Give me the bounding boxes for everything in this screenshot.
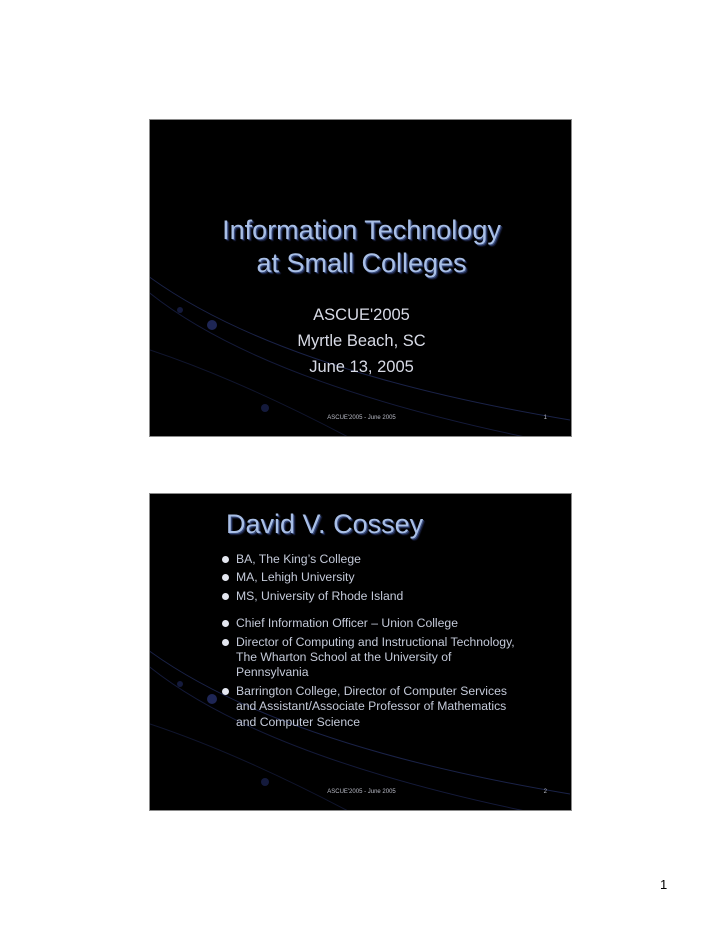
- slide-footer: ASCUE'2005 - June 2005: [327, 789, 396, 795]
- title-line-1: Information Technology: [222, 215, 501, 245]
- subtitle-line: June 13, 2005: [309, 358, 414, 376]
- list-item: [222, 684, 522, 730]
- bullet-dot-icon: [222, 593, 229, 600]
- bullet-dot-icon: [222, 556, 229, 563]
- slide-1-subtitle: [150, 302, 572, 380]
- list-item-text: BA, The King’s College: [236, 552, 361, 566]
- list-item: [222, 589, 522, 604]
- slide-number: 2: [543, 789, 547, 795]
- subtitle-line: Myrtle Beach, SC: [297, 332, 426, 350]
- list-item: [222, 616, 522, 631]
- subtitle-line: ASCUE'2005: [313, 306, 410, 324]
- title-line-2: at Small Colleges: [256, 248, 467, 278]
- list-item: [222, 552, 522, 567]
- slide-1: [149, 119, 572, 437]
- list-item-text: MA, Lehigh University: [236, 570, 355, 585]
- bullet-dot-icon: [222, 574, 229, 581]
- slide-footer: ASCUE'2005 - June 2005: [327, 415, 396, 421]
- list-item: [222, 570, 522, 585]
- slide-1-title: [150, 214, 572, 280]
- slide-2: [149, 493, 572, 811]
- list-item: [222, 635, 522, 681]
- list-item-text: Director of Computing and Instructional Technology, The Wharton School at the University of Pennsylvania: [236, 634, 515, 680]
- bullet-dot-icon: [222, 620, 229, 627]
- bullet-list: [222, 552, 522, 733]
- page-number: 1: [660, 877, 668, 892]
- bullet-dot-icon: [222, 639, 229, 646]
- list-item-text: Chief Information Officer – Union College: [236, 616, 458, 631]
- slide-number: 1: [543, 415, 547, 421]
- slide-2-title: David V. Cossey: [226, 509, 424, 539]
- list-item-text: Barrington College, Director of Computer Services and Assistant/Associate Professor of Mathematics and Computer Science: [236, 683, 507, 729]
- list-item-text: MS, University of Rhode Island: [236, 588, 404, 603]
- bullet-dot-icon: [222, 688, 229, 695]
